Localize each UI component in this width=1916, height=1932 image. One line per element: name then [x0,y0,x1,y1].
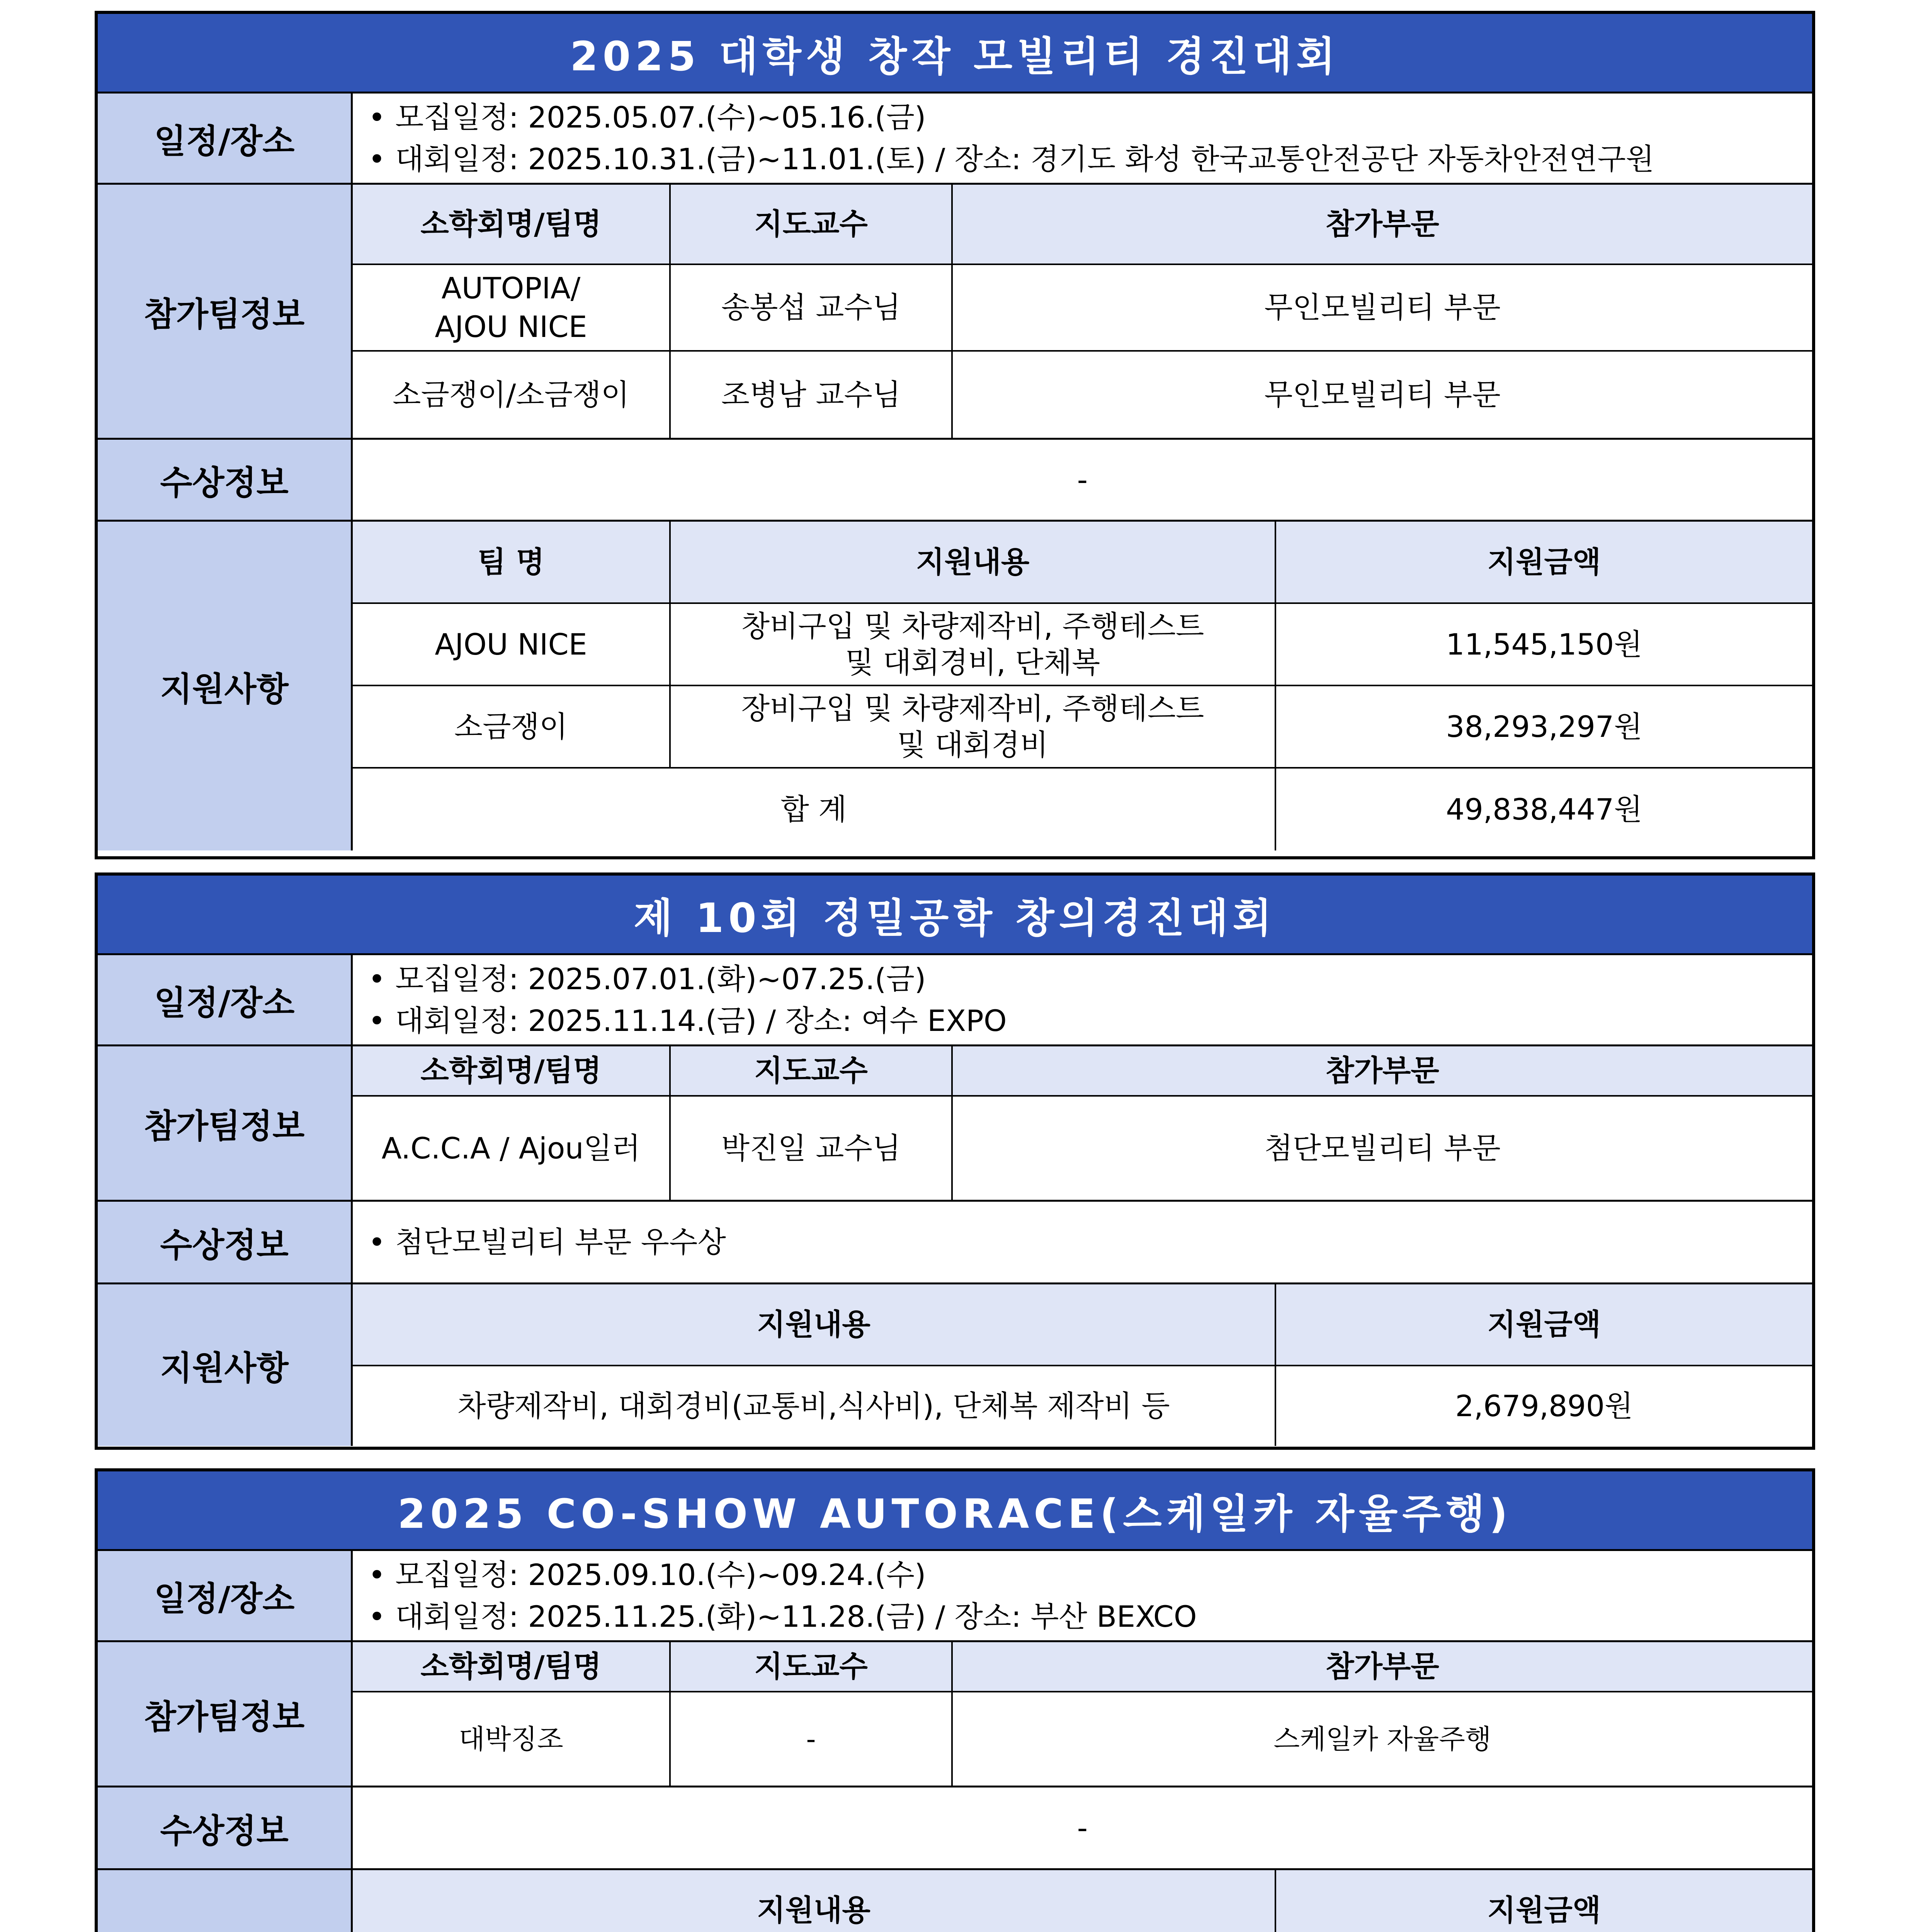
header-support-amount: 지원금액 [1276,522,1812,602]
support-content: 차량제작비, 대회경비(교통비,식사비), 단체복 제작비 등 [353,1366,1276,1446]
support-team: AJOU NICE [353,604,671,685]
award-label: 수상정보 [98,1787,353,1868]
support-content: 장비구입 및 차량제작비, 주행테스트 및 대회경비 [671,686,1276,767]
team-table [353,1642,1812,1786]
support-row [98,522,1812,850]
header-team-name: 소학회명/팀명 [353,1642,671,1691]
advisor-name: 송봉섭 교수님 [671,265,953,350]
division-name: 무인모빌리티 부문 [1264,290,1501,325]
award-value: - [1077,1811,1088,1845]
header-division: 참가부문 [953,1046,1812,1095]
competition-title: 2025 CO-SHOW AUTORACE(스케일카 자율주행) [98,1471,1812,1551]
header-team-name: 소학회명/팀명 [353,185,671,264]
team-table-header [353,185,1812,265]
schedule-list [353,955,1812,1044]
header-support-content: 지원내용 [671,522,1276,602]
schedule-row [98,94,1812,185]
team-name: AUTOPIA/ AJOU NICE [353,265,671,350]
advisor-name: 박진일 교수님 [671,1097,953,1200]
team-name: A.C.C.A / Ajou일러 [353,1097,671,1200]
schedule-label: 일정/장소 [98,955,353,1044]
recruit-schedule: • 모집일정: 2025.09.10.(수)~09.24.(수) [368,1554,1812,1596]
schedule-label: 일정/장소 [98,1551,353,1640]
header-team: 팀 명 [353,522,671,602]
support-amount: 2,679,890원 [1455,1389,1633,1423]
total-amount: 49,838,447원 [1446,792,1642,827]
support-team: 소금쟁이 [353,686,671,767]
support-table-header [353,1870,1812,1932]
recruit-schedule: • 모집일정: 2025.05.07.(수)~05.16.(금) [368,97,1812,138]
advisor-name: - [671,1692,953,1786]
schedule-list [353,1551,1812,1640]
award-row [98,1202,1812,1284]
division-name: 스케일카 자율주행 [1273,1723,1491,1755]
header-division: 참가부문 [953,185,1812,264]
support-label: 지원사항 [98,522,353,850]
division-name: 무인모빌리티 부문 [1264,377,1501,412]
total-label: 합 계 [353,769,1276,850]
competition-block-1 [95,11,1815,859]
award-list [353,1202,1812,1282]
award-item: • 첨단모빌리티 부문 우수상 [368,1221,1812,1263]
event-schedule: • 대회일정: 2025.10.31.(금)~11.01.(토) / 장소: 경기도 화성 한국교통안전공단 자동차안전연구원 [368,138,1812,180]
support-row [98,1870,1812,1932]
schedule-label: 일정/장소 [98,94,353,183]
competition-title: 2025 대학생 창작 모빌리티 경진대회 [98,14,1812,94]
team-table-header [353,1046,1812,1097]
support-label: 지원사항 [98,1284,353,1446]
support-amount: 38,293,297원 [1446,709,1642,744]
table-row [353,1097,1812,1200]
header-support-amount: 지원금액 [1276,1284,1812,1365]
award-label: 수상정보 [98,440,353,520]
competition-block-3 [95,1468,1815,1932]
schedule-list [353,94,1812,183]
team-info-label: 참가팀정보 [98,1046,353,1200]
schedule-row [98,955,1812,1046]
header-support-amount: 지원금액 [1276,1870,1812,1932]
competition-block-2 [95,872,1815,1450]
table-row [353,1692,1812,1786]
team-info-label: 참가팀정보 [98,1642,353,1786]
team-info-row [98,185,1812,440]
table-row [353,604,1812,686]
table-row [353,352,1812,438]
team-table [353,185,1812,438]
team-table [353,1046,1812,1200]
support-label [98,1870,353,1932]
total-row [353,769,1812,850]
support-table-header [353,1284,1812,1366]
support-table [353,1284,1812,1446]
award-row [98,440,1812,522]
schedule-row [98,1551,1812,1642]
award-value: - [1077,463,1088,497]
division-name: 첨단모빌리티 부문 [1264,1131,1501,1165]
team-name: 소금쟁이/소금쟁이 [353,352,671,438]
event-schedule: • 대회일정: 2025.11.14.(금) / 장소: 여수 EXPO [368,1000,1812,1042]
support-row [98,1284,1812,1446]
recruit-schedule: • 모집일정: 2025.07.01.(화)~07.25.(금) [368,958,1812,1000]
header-support-content: 지원내용 [353,1870,1276,1932]
header-team-name: 소학회명/팀명 [353,1046,671,1095]
competition-title: 제 10회 정밀공학 창의경진대회 [98,876,1812,955]
header-division: 참가부문 [953,1642,1812,1691]
header-support-content: 지원내용 [353,1284,1276,1365]
team-info-row [98,1642,1812,1787]
team-name: 대박징조 [353,1692,671,1786]
advisor-name: 조병남 교수님 [671,352,953,438]
support-table [353,522,1812,850]
table-row [353,686,1812,769]
support-table [353,1870,1812,1932]
support-content: 창비구입 및 차량제작비, 주행테스트 및 대회경비, 단체복 [671,604,1276,685]
award-row [98,1787,1812,1870]
header-advisor: 지도교수 [671,1642,953,1691]
header-advisor: 지도교수 [671,1046,953,1095]
header-advisor: 지도교수 [671,185,953,264]
team-info-row [98,1046,1812,1202]
support-table-header [353,522,1812,604]
event-schedule: • 대회일정: 2025.11.25.(화)~11.28.(금) / 장소: 부산 BEXCO [368,1596,1812,1638]
table-row [353,1366,1812,1446]
award-label: 수상정보 [98,1202,353,1282]
support-amount: 11,545,150원 [1446,627,1642,662]
team-table-header [353,1642,1812,1692]
table-row [353,265,1812,352]
team-info-label: 참가팀정보 [98,185,353,438]
